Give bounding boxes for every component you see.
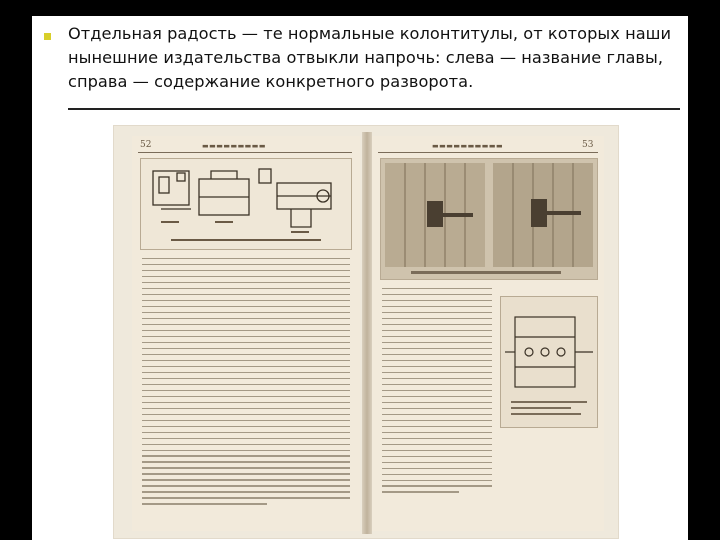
- right-page-number: 53: [582, 140, 594, 150]
- slide: [32, 16, 688, 540]
- lock-diagram-figure: [140, 158, 352, 250]
- left-header-rule: [138, 152, 352, 153]
- right-body-text: [382, 288, 492, 497]
- left-page: [132, 136, 360, 531]
- right-header-rule: [378, 152, 598, 153]
- book-photo: [114, 126, 618, 538]
- bullet-text: Отдельная радость — те нормальные колонтитулы, от которых наши нынешние издательства отвыкли напрочь: слева — название главы, справа — содержание конкретного разворота.: [68, 24, 672, 91]
- left-running-header: ▬▬▬▬▬▬▬▬▬: [202, 142, 267, 150]
- right-page: [372, 136, 604, 531]
- left-page-number: 52: [140, 140, 152, 150]
- door-photos-figure: [380, 158, 598, 280]
- divider: [68, 108, 680, 110]
- lock-mechanism-figure: [500, 296, 598, 428]
- book-gutter: [362, 132, 372, 534]
- right-running-header: ▬▬▬▬▬▬▬▬▬▬: [432, 142, 504, 150]
- left-body-text: [142, 258, 350, 509]
- bullet-marker: [44, 33, 51, 40]
- text-panel: [32, 16, 688, 108]
